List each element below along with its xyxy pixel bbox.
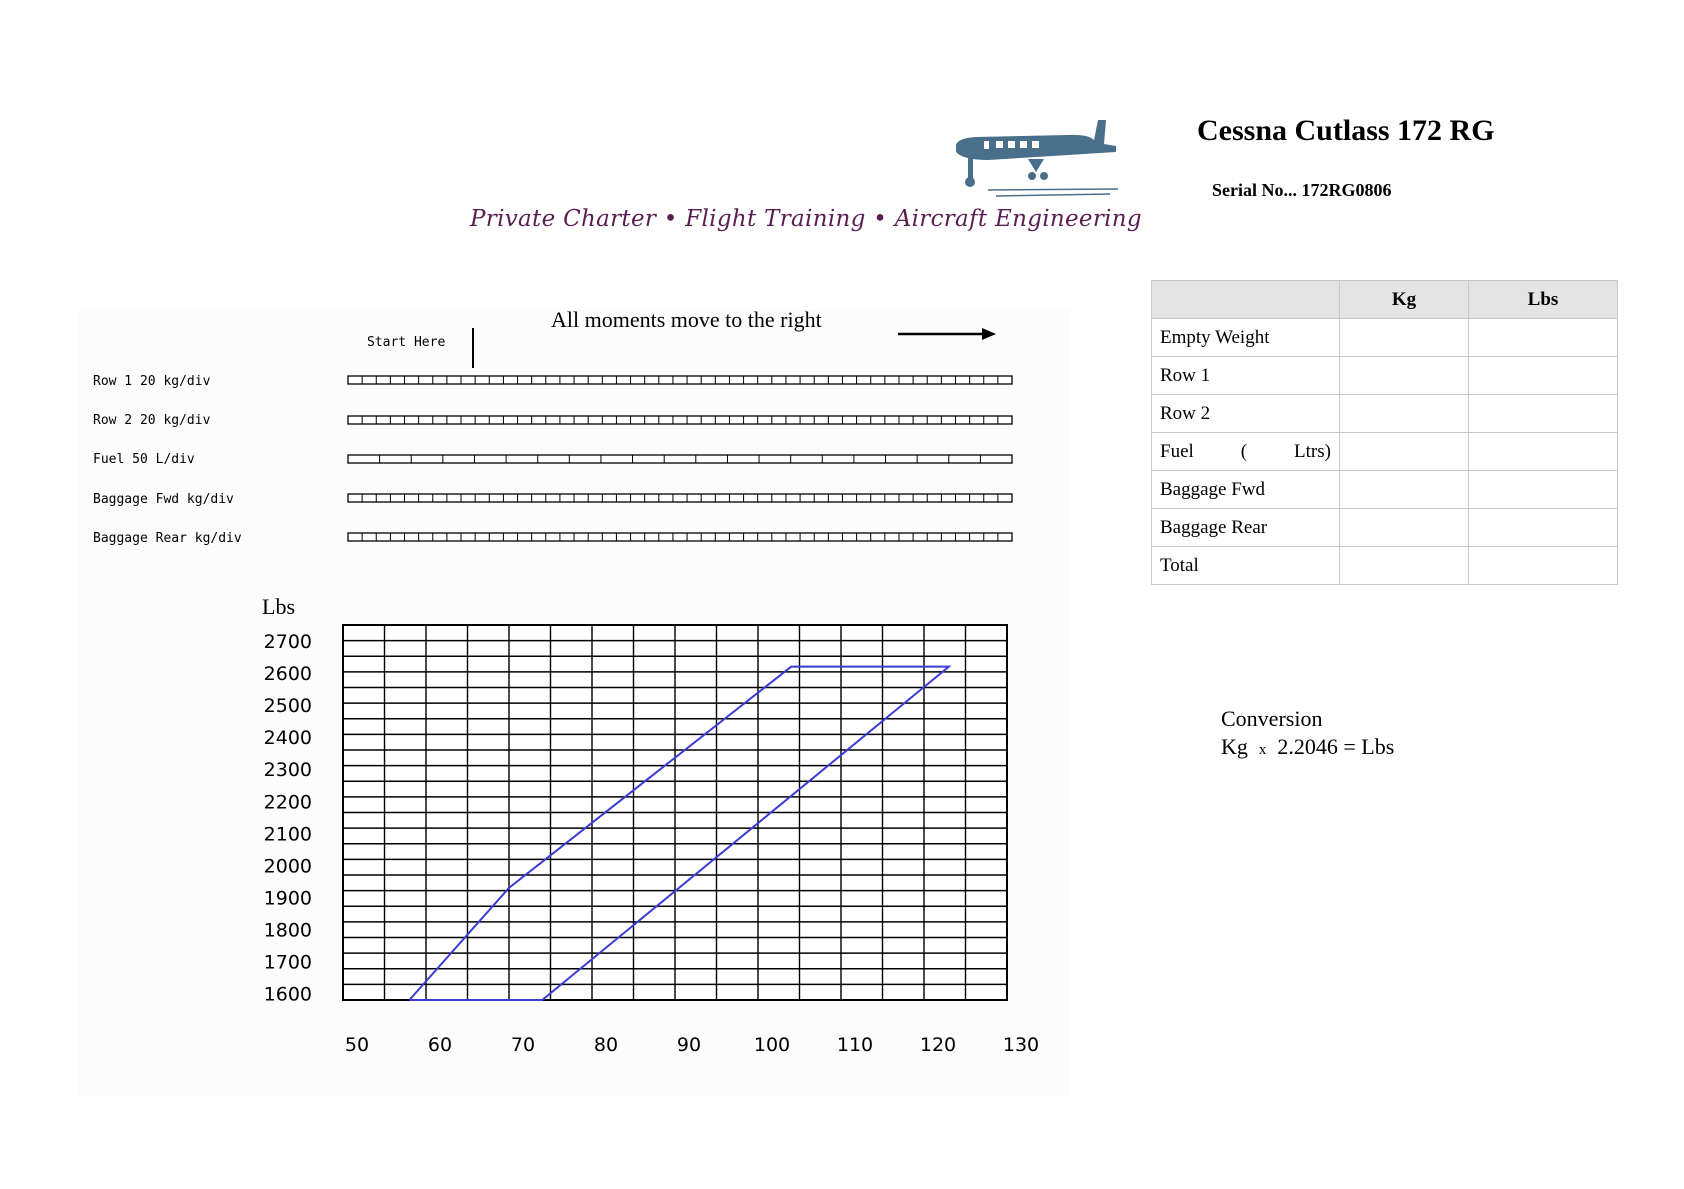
weights-table bbox=[1151, 280, 1618, 585]
serial-number: Serial No... 172RG0806 bbox=[1212, 180, 1392, 200]
y-tick-label: 1600 bbox=[263, 983, 312, 1006]
conversion-formula bbox=[1221, 733, 1394, 764]
plane-logo-icon bbox=[948, 110, 1118, 205]
y-tick-label: 2600 bbox=[263, 663, 312, 686]
lbs-cell[interactable] bbox=[1469, 395, 1618, 433]
y-tick-label: 2000 bbox=[263, 855, 312, 878]
loading-scale-bar bbox=[348, 416, 1012, 424]
x-tick-label: 90 bbox=[676, 1034, 702, 1056]
kg-cell[interactable] bbox=[1340, 509, 1469, 547]
company-tagline: Private Charter • Flight Training • Aircraft Engineering bbox=[470, 206, 1142, 232]
lbs-cell[interactable] bbox=[1469, 319, 1618, 357]
table-row bbox=[1152, 471, 1618, 509]
y-tick-label: 2700 bbox=[263, 631, 312, 654]
lbs-cell[interactable] bbox=[1469, 471, 1618, 509]
start-here-label: Start Here bbox=[367, 335, 446, 350]
conversion-note bbox=[1221, 705, 1394, 764]
chart-y-axis-label: Lbs bbox=[262, 594, 295, 619]
kg-cell[interactable] bbox=[1340, 357, 1469, 395]
scale-label-baggage-fwd: Baggage Fwd kg/div bbox=[93, 492, 234, 507]
kg-cell[interactable] bbox=[1340, 395, 1469, 433]
loading-scale-bar bbox=[348, 494, 1012, 502]
kg-cell[interactable] bbox=[1340, 319, 1469, 357]
lbs-cell[interactable] bbox=[1469, 357, 1618, 395]
y-tick-label: 2500 bbox=[263, 695, 312, 718]
x-tick-label: 70 bbox=[510, 1034, 536, 1056]
lbs-cell[interactable] bbox=[1469, 433, 1618, 471]
table-header-kg: Kg bbox=[1340, 281, 1469, 319]
loading-scales bbox=[340, 370, 1020, 550]
x-tick-label: 110 bbox=[836, 1034, 874, 1056]
y-tick-label: 2400 bbox=[263, 727, 312, 750]
table-row bbox=[1152, 509, 1618, 547]
table-row bbox=[1152, 357, 1618, 395]
kg-cell[interactable] bbox=[1340, 433, 1469, 471]
table-row bbox=[1152, 433, 1618, 471]
aircraft-title: Cessna Cutlass 172 RG bbox=[1197, 114, 1495, 147]
y-tick-label: 1900 bbox=[263, 887, 312, 910]
kg-cell[interactable] bbox=[1340, 547, 1469, 585]
loading-scale-bar bbox=[348, 376, 1012, 384]
table-row bbox=[1152, 547, 1618, 585]
right-arrow-icon bbox=[898, 325, 996, 343]
fuel-litres-label: Ltrs) bbox=[1294, 440, 1331, 462]
scale-label-fuel: Fuel 50 L/div bbox=[93, 452, 195, 467]
kg-cell[interactable] bbox=[1340, 471, 1469, 509]
x-tick-label: 130 bbox=[1002, 1034, 1040, 1056]
y-tick-label: 2300 bbox=[263, 759, 312, 782]
conversion-kg: Kg bbox=[1221, 734, 1248, 759]
x-tick-label: 60 bbox=[427, 1034, 453, 1056]
scale-label-baggage-rear: Baggage Rear kg/div bbox=[93, 531, 242, 546]
y-tick-label: 1800 bbox=[263, 919, 312, 942]
loading-scale-bar bbox=[348, 455, 1012, 463]
table-row bbox=[1152, 319, 1618, 357]
lbs-cell[interactable] bbox=[1469, 509, 1618, 547]
y-tick-label: 2100 bbox=[263, 823, 312, 846]
row-label: Baggage Rear bbox=[1152, 509, 1340, 547]
row-label: Baggage Fwd bbox=[1152, 471, 1340, 509]
x-tick-label: 50 bbox=[344, 1034, 370, 1056]
fuel-label: Fuel bbox=[1160, 440, 1194, 462]
table-header-row bbox=[1152, 281, 1618, 319]
row-label: Row 2 bbox=[1152, 395, 1340, 433]
moments-note: All moments move to the right bbox=[551, 307, 822, 332]
y-tick-label: 1700 bbox=[263, 951, 312, 974]
conversion-result: 2.2046 = Lbs bbox=[1277, 734, 1395, 759]
y-tick-label: 2200 bbox=[263, 791, 312, 814]
start-marker-line bbox=[472, 328, 474, 368]
lbs-cell[interactable] bbox=[1469, 547, 1618, 585]
row-label-fuel bbox=[1152, 433, 1340, 471]
row-label: Empty Weight bbox=[1152, 319, 1340, 357]
x-tick-label: 100 bbox=[753, 1034, 791, 1056]
cg-envelope-chart bbox=[240, 620, 1060, 1060]
row-label: Total bbox=[1152, 547, 1340, 585]
loading-scale-bar bbox=[348, 533, 1012, 541]
x-tick-label: 120 bbox=[919, 1034, 957, 1056]
scale-label-row2: Row 2 20 kg/div bbox=[93, 413, 211, 428]
table-header-lbs: Lbs bbox=[1469, 281, 1618, 319]
conversion-title: Conversion bbox=[1221, 706, 1323, 731]
table-row bbox=[1152, 395, 1618, 433]
table-header-blank bbox=[1152, 281, 1340, 319]
conversion-operator: x bbox=[1258, 742, 1267, 758]
scale-label-row1: Row 1 20 kg/div bbox=[93, 374, 211, 389]
row-label: Row 1 bbox=[1152, 357, 1340, 395]
x-tick-label: 80 bbox=[593, 1034, 619, 1056]
fuel-paren: ( bbox=[1240, 440, 1248, 462]
